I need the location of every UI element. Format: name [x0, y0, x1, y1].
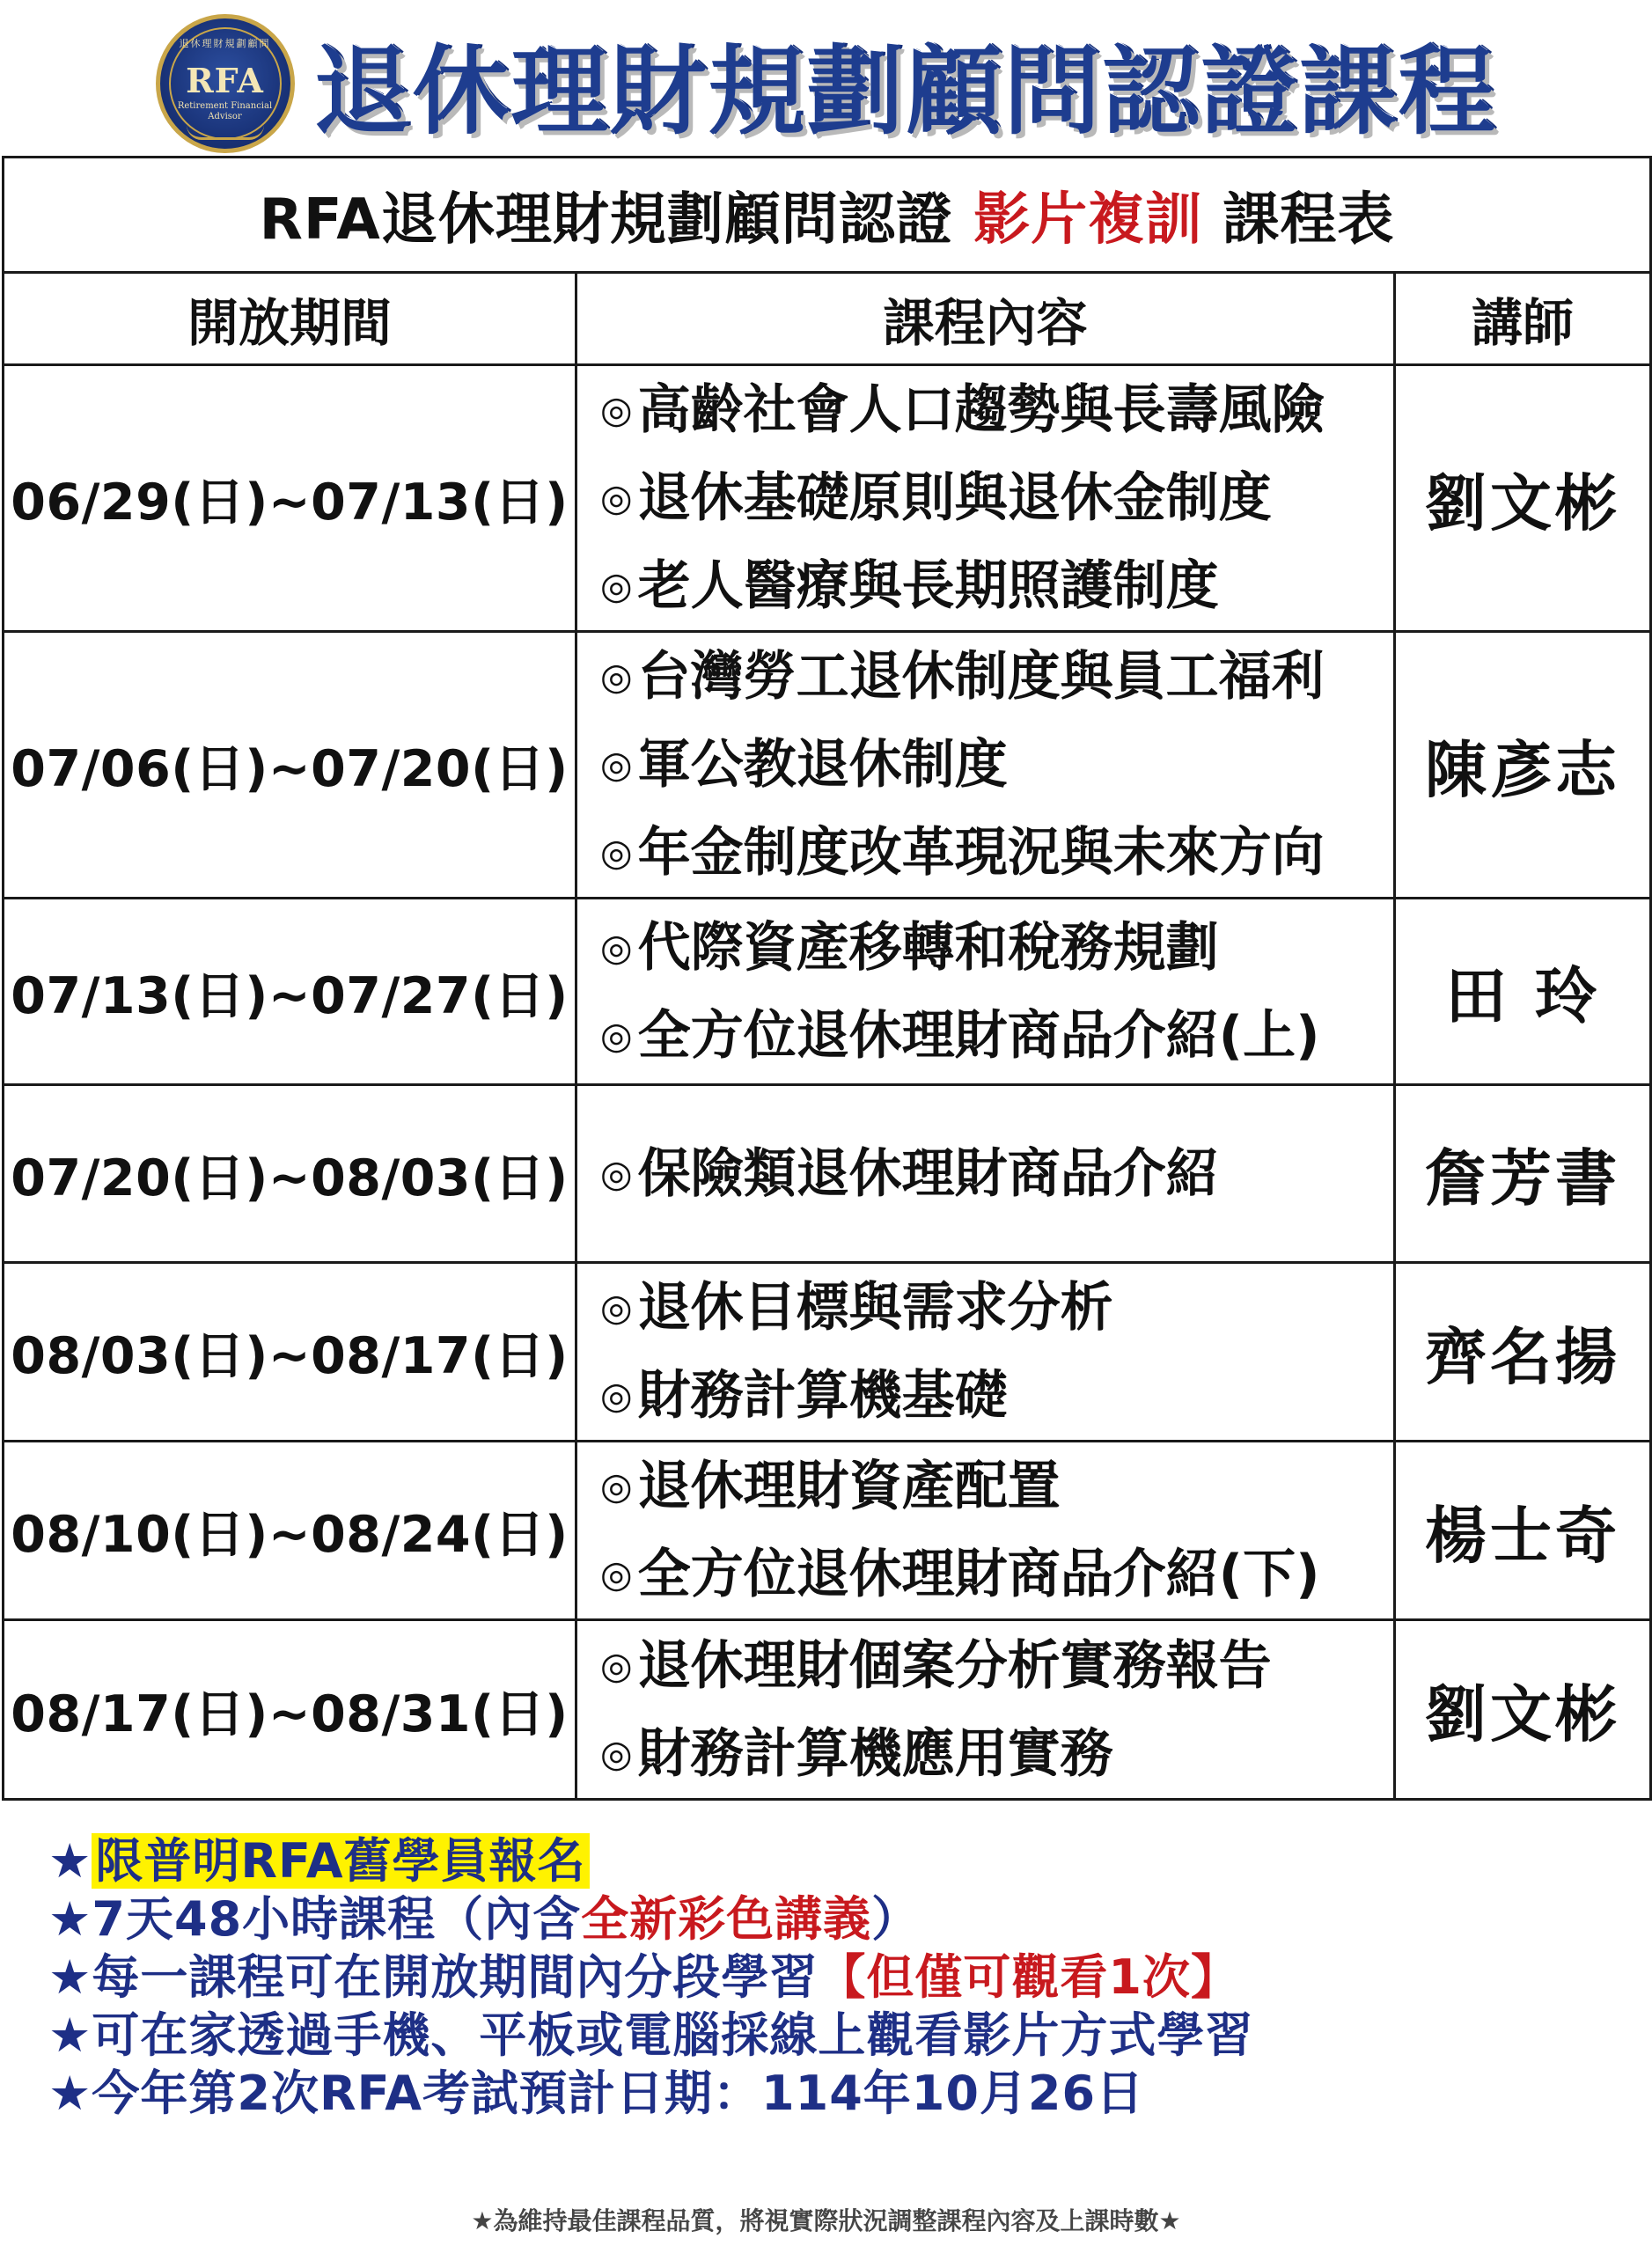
- footer-disclaimer: ★為維持最佳課程品質，將視實際狀況調整課程內容及上課時數★: [471, 2206, 1181, 2235]
- star-icon: ★: [48, 2066, 92, 2121]
- logo-arc-text: 退休理財規劃顧問: [179, 38, 271, 49]
- topic-text: 財務計算機應用實務: [637, 1722, 1113, 1785]
- bullet-icon: ◎: [600, 388, 633, 431]
- note-hours-red: 全新彩色講義: [581, 1891, 872, 1947]
- logo-subtitle: [160, 101, 290, 122]
- page-title: 退休理財規劃顧問認證課程: [313, 35, 1497, 148]
- period-cell: 08/17(日)~08/31(日): [4, 1620, 576, 1800]
- content-cell: [576, 365, 1395, 632]
- topic-text: 代際資產移轉和稅務規劃: [637, 916, 1219, 979]
- bullet-icon: ◎: [600, 1286, 633, 1329]
- period-cell: 07/06(日)~07/20(日): [4, 632, 576, 899]
- bullet-icon: ◎: [600, 1552, 633, 1596]
- logo-text: RFA: [186, 60, 264, 100]
- note-hours-text: 7天48小時課程（內含: [92, 1891, 582, 1947]
- period-cell: 08/10(日)~08/24(日): [4, 1442, 576, 1620]
- topic-item: [600, 809, 1393, 897]
- table-row: [4, 632, 1651, 899]
- caption-part2: 課程表: [1202, 187, 1395, 253]
- bullet-icon: ◎: [600, 831, 633, 874]
- teacher-cell: 劉文彬: [1395, 365, 1651, 632]
- note-viewing: [48, 1948, 1615, 2007]
- topic-item: [600, 1622, 1393, 1710]
- teacher-cell: 劉文彬: [1395, 1620, 1651, 1800]
- topic-text: 年金制度改革現況與未來方向: [637, 822, 1325, 884]
- note-registration: [48, 1832, 1615, 1890]
- bullet-icon: ◎: [600, 743, 633, 786]
- table-caption-row: [4, 158, 1651, 273]
- table-row: [4, 899, 1651, 1085]
- teacher-cell: 詹芳書: [1395, 1085, 1651, 1263]
- note-exam-date: [48, 2065, 1615, 2123]
- content-cell: [576, 899, 1395, 1085]
- table-caption: [4, 158, 1651, 273]
- topic-item: [600, 633, 1393, 721]
- logo-sub-line2: Advisor: [208, 112, 242, 121]
- bullet-icon: ◎: [600, 1643, 633, 1687]
- star-icon: ★: [48, 1891, 92, 1947]
- note-hours-end: ）: [871, 1891, 921, 1947]
- table-row: [4, 1085, 1651, 1263]
- topic-item: [600, 992, 1393, 1080]
- note-registration-text: 限普明RFA舊學員報名: [92, 1833, 589, 1889]
- note-viewing-red: 【但僅可觀看1次】: [818, 1949, 1239, 2005]
- teacher-cell: 田 玲: [1395, 899, 1651, 1085]
- bullet-icon: ◎: [600, 655, 633, 698]
- topic-item: [600, 1530, 1393, 1618]
- topic-text: 軍公教退休制度: [637, 734, 1008, 796]
- note-hours: [48, 1890, 1615, 1948]
- bullet-icon: ◎: [600, 925, 633, 969]
- note-viewing-text: 每一課程可在開放期間內分段學習: [92, 1949, 819, 2005]
- notes-list: [48, 1832, 1615, 2123]
- bullet-icon: ◎: [600, 1731, 633, 1775]
- content-cell: [576, 1442, 1395, 1620]
- star-icon: ★: [48, 1833, 92, 1889]
- topic-item: [600, 1442, 1393, 1530]
- topic-text: 台灣勞工退休制度與員工福利: [637, 646, 1325, 708]
- topic-item: [600, 542, 1393, 630]
- content-cell: [576, 1263, 1395, 1442]
- page-header: [0, 18, 1652, 150]
- topic-item: [600, 366, 1393, 454]
- note-exam-date-text: 今年第2次RFA考試預計日期：114年10月26日: [92, 2066, 1145, 2121]
- bullet-icon: ◎: [600, 1464, 633, 1508]
- topic-item: [600, 454, 1393, 542]
- note-online: [48, 2007, 1615, 2065]
- topic-text: 全方位退休理財商品介紹(上): [637, 1004, 1320, 1067]
- caption-highlight: 影片複訓: [973, 187, 1203, 253]
- period-cell: 06/29(日)~07/13(日): [4, 365, 576, 632]
- period-cell: 07/13(日)~07/27(日): [4, 899, 576, 1085]
- content-cell: [576, 632, 1395, 899]
- content-cell: [576, 1085, 1395, 1263]
- header-period: 開放期間: [4, 273, 576, 365]
- content-cell: [576, 1620, 1395, 1800]
- topic-item: [600, 1352, 1393, 1440]
- topic-text: 退休理財個案分析實務報告: [637, 1634, 1272, 1697]
- topic-text: 退休目標與需求分析: [637, 1277, 1113, 1339]
- logo-sub-line1: Retirement Financial: [177, 101, 273, 111]
- topic-item: [600, 1710, 1393, 1798]
- topic-item: [600, 904, 1393, 992]
- bullet-icon: ◎: [600, 1013, 633, 1057]
- schedule-table: [2, 156, 1652, 1801]
- topic-text: 退休基礎原則與退休金制度: [637, 467, 1272, 529]
- topic-item: [600, 721, 1393, 809]
- rfa-logo: [156, 14, 295, 153]
- topic-text: 高齡社會人口趨勢與長壽風險: [637, 379, 1325, 441]
- table-row: [4, 1263, 1651, 1442]
- topic-text: 保險類退休理財商品介紹: [637, 1142, 1219, 1205]
- star-icon: ★: [48, 2007, 92, 2063]
- bullet-icon: ◎: [600, 476, 633, 519]
- topic-item: [600, 1264, 1393, 1352]
- table-row: [4, 1620, 1651, 1800]
- table-row: [4, 1442, 1651, 1620]
- teacher-cell: 齊名揚: [1395, 1263, 1651, 1442]
- laurel-icon: [187, 125, 264, 140]
- table-header-row: [4, 273, 1651, 365]
- topic-text: 財務計算機基礎: [637, 1365, 1008, 1427]
- bullet-icon: ◎: [600, 564, 633, 607]
- period-cell: 07/20(日)~08/03(日): [4, 1085, 576, 1263]
- topic-text: 老人醫療與長期照護制度: [637, 555, 1219, 617]
- star-icon: ★: [48, 1949, 92, 2005]
- topic-item: [600, 1130, 1393, 1218]
- teacher-cell: 陳彥志: [1395, 632, 1651, 899]
- header-teacher: 講師: [1395, 273, 1651, 365]
- period-cell: 08/03(日)~08/17(日): [4, 1263, 576, 1442]
- caption-part1: RFA退休理財規劃顧問認證: [259, 187, 974, 253]
- topic-text: 全方位退休理財商品介紹(下): [637, 1544, 1320, 1605]
- header-content: 課程內容: [576, 273, 1395, 365]
- bullet-icon: ◎: [600, 1151, 633, 1195]
- teacher-cell: 楊士奇: [1395, 1442, 1651, 1620]
- topic-text: 退休理財資產配置: [637, 1456, 1061, 1517]
- table-row: [4, 365, 1651, 632]
- note-online-text: 可在家透過手機、平板或電腦採線上觀看影片方式學習: [92, 2007, 1254, 2063]
- bullet-icon: ◎: [600, 1374, 633, 1417]
